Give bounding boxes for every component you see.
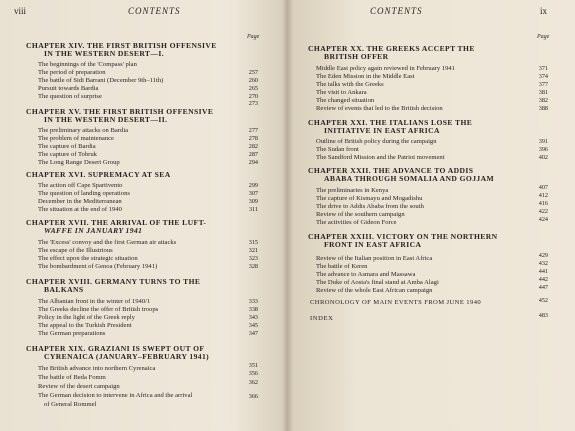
page-number: 362 [248, 379, 258, 386]
page-number: 307 [248, 190, 258, 197]
right-page-label: Page [537, 34, 550, 40]
toc-entry: The action off Cape Spartivento [38, 182, 123, 189]
chapter-title: CHAPTER XVIII. GERMANY TURNS TO THE [26, 277, 201, 286]
chapter-title: CHAPTER XXIII. VICTORY ON THE NORTHERN [308, 232, 498, 241]
chapter-title: CHAPTER XXII. THE ADVANCE TO ADDIS [308, 166, 474, 175]
toc-entry: The bombardment of Genoa (February 1941) [38, 263, 158, 270]
toc-entry: The situation at the end of 1940 [38, 206, 122, 213]
page-number: 265 [248, 85, 258, 92]
page-number: 287 [248, 151, 258, 158]
toc-entry: Review of the southern campaign [316, 211, 405, 218]
toc-entry: The appeal to the Turkish President [38, 322, 132, 329]
toc-entry: of General Rommel [44, 401, 97, 408]
toc-entry: The question of landing operations [38, 190, 130, 197]
toc-entry: Review of the Italian position in East Africa [316, 255, 433, 262]
toc-entry: The Eden Mission in the Middle East [316, 73, 415, 80]
toc-entry: Review of the desert campaign [38, 383, 120, 390]
toc-entry: The battle of Keren [316, 263, 368, 270]
chapter-title: BRITISH OFFER [324, 52, 389, 61]
toc-entry: The activities of Gideon Force [316, 219, 397, 226]
chapter-title: INITIATIVE IN EAST AFRICA [324, 126, 440, 135]
toc-entry: The advance to Asmara and Massawa [316, 271, 416, 278]
chapter-title: CHAPTER XVII. THE ARRIVAL OF THE LUFT- [26, 218, 207, 227]
page-number: 442 [538, 276, 548, 283]
toc-entry: The preliminary attacks on Bardia [38, 127, 129, 134]
chapter-title: IN THE WESTERN DESERT—II. [44, 115, 168, 124]
chronology-entry: CHRONOLOGY OF MAIN EVENTS FROM JUNE 1940 [310, 299, 482, 306]
left-header: CONTENTS [128, 6, 181, 16]
chapter-title: WAFFE IN JANUARY 1941 [44, 226, 143, 235]
toc-entry: The Albanian front in the winter of 1940/1 [38, 298, 151, 305]
page-number: 315 [248, 239, 258, 246]
toc-entry: The problem of maintenance [38, 135, 114, 142]
toc-entry: The effect upon the strategic situation [38, 255, 138, 262]
left-folio: viii [14, 6, 27, 16]
page-number: 377 [538, 81, 548, 88]
chapter-title: FRONT IN EAST AFRICA [324, 240, 422, 249]
toc-entry: Middle East policy again reviewed in February 1941 [316, 65, 455, 72]
toc-entry: The visit to Ankara [316, 89, 367, 96]
toc-entry: The Sudan front [316, 146, 359, 153]
toc-entry: December in the Mediterranean [38, 198, 122, 205]
page-number: 391 [538, 138, 548, 145]
page-number: 429 [538, 252, 548, 259]
page-number: 382 [538, 97, 548, 104]
toc-entry: The changed situation [316, 97, 375, 104]
page-number: 273 [248, 100, 258, 107]
page-number: 282 [248, 143, 258, 150]
toc-entry: Policy in the light of the Greek reply [38, 314, 135, 321]
page-number: 412 [538, 192, 548, 199]
page-number: 328 [248, 263, 258, 270]
page-number: 388 [538, 105, 548, 112]
right-header: CONTENTS [370, 6, 423, 16]
toc-entry: The Greeks decline the offer of British troops [38, 306, 159, 313]
page-number: 381 [538, 89, 548, 96]
page-number: 260 [248, 77, 258, 84]
right-folio: ix [540, 6, 548, 16]
page-number: 323 [248, 255, 258, 262]
page-number: 309 [248, 198, 258, 205]
toc-entry: The question of surprise [38, 93, 102, 100]
page-number: 351 [248, 362, 258, 369]
toc-entry: The German preparations [38, 330, 106, 337]
page-number: 333 [248, 298, 258, 305]
index-entry: INDEX [310, 315, 334, 322]
page-number: 278 [248, 135, 258, 142]
toc-entry: The preliminaries in Kenya [316, 187, 389, 194]
left-page [0, 0, 286, 431]
chapter-title: CHAPTER XIV. THE FIRST BRITISH OFFENSIVE [26, 41, 217, 50]
chapter-title: CHAPTER XV. THE FIRST BRITISH OFFENSIVE [26, 107, 214, 116]
page-number: 257 [248, 69, 258, 76]
toc-entry: The talks with the Greeks [316, 81, 384, 88]
toc-entry: The 'Excess' convoy and the first German air attacks [38, 239, 177, 246]
toc-entry: Review of events that led to the British decision [316, 105, 443, 112]
toc-entry: The Long Range Desert Group [38, 159, 120, 166]
chapter-title: CHAPTER XIX. GRAZIANI IS SWEPT OUT OF [26, 344, 205, 353]
chapter-title: IN THE WESTERN DESERT—I. [44, 49, 165, 58]
toc-entry: The Duke of Aosta's final stand at Amba Alagi [316, 279, 439, 286]
page-number: 416 [538, 200, 548, 207]
toc-entry: The capture of Tobruk [38, 151, 97, 158]
page-number: 432 [538, 260, 548, 267]
toc-entry: The battle of Beda Fomm [38, 374, 106, 381]
page-number: 294 [248, 159, 258, 166]
page-number: 402 [538, 154, 548, 161]
chapter-title: BALKANS [44, 285, 84, 294]
page-number: 422 [538, 208, 548, 215]
toc-entry: The beginnings of the 'Compass' plan [38, 61, 137, 68]
page-number: 343 [248, 314, 258, 321]
toc-entry: The Sandford Mission and the Patriot movement [316, 154, 445, 161]
page-number: 311 [248, 206, 258, 213]
page-number: 338 [248, 306, 258, 313]
toc-entry: The escape of the Illustrious [38, 247, 113, 254]
toc-entry: The British advance into northern Cyrenaica [38, 365, 156, 372]
chapter-title: CHAPTER XXI. THE ITALIANS LOSE THE [308, 118, 473, 127]
toc-entry: The German decision to intervene in Africa and the arrival [38, 392, 193, 399]
chapter-title: CYRENAICA (JANUARY–FEBRUARY 1941) [44, 352, 210, 361]
page-number: 277 [248, 127, 258, 134]
toc-entry: The drive to Addis Ababa from the south [316, 203, 424, 210]
page-number: 424 [538, 216, 548, 223]
page-number: 366 [248, 393, 258, 400]
chapter-title: ABABA THROUGH SOMALIA AND GOJJAM [324, 174, 495, 183]
page-number: 270 [248, 93, 258, 100]
page-number: 447 [538, 284, 548, 291]
page-number: 356 [248, 370, 258, 377]
page-number: 374 [538, 73, 548, 80]
toc-entry: The capture of Kismayu and Mogadishu [316, 195, 423, 202]
toc-entry: The capture of Bardia [38, 143, 96, 150]
page-number: 483 [538, 312, 548, 319]
right-page [290, 0, 575, 431]
left-page-label: Page [247, 34, 260, 40]
page-number: 396 [538, 146, 548, 153]
toc-entry: Outline of British policy during the campaign [316, 138, 437, 145]
page-number: 441 [538, 268, 548, 275]
page-number: 347 [248, 330, 258, 337]
toc-entry: Review of the whole East African campaign [316, 287, 433, 294]
page-number: 299 [248, 182, 258, 189]
page-number: 321 [248, 247, 258, 254]
page-number: 345 [248, 322, 258, 329]
toc-entry: Pursuit towards Bardia [38, 85, 99, 92]
page-number: 452 [538, 297, 548, 304]
chapter-title: CHAPTER XVI. SUPREMACY AT SEA [26, 170, 171, 179]
page-number: 371 [538, 65, 548, 72]
toc-entry: The period of preparation [38, 69, 106, 76]
page-number: 407 [538, 184, 548, 191]
chapter-title: CHAPTER XX. THE GREEKS ACCEPT THE [308, 44, 475, 53]
toc-entry: The battle of Sidi Barrani (December 9th–11th) [38, 77, 164, 84]
